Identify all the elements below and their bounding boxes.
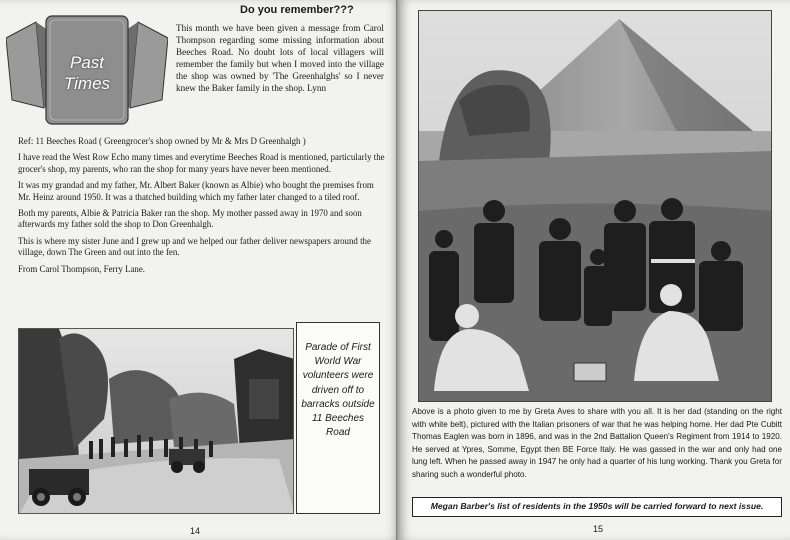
letter-paragraph: Both my parents, Albie & Patricia Baker ran the shop. My mother passed away in 1970 and soon afterwards my father sold the shop to Don Greenhalgh. [18, 208, 362, 230]
intro-text: This month we have been given a message from Carol Thompson regarding some missing information about Beeches Road. No doubt lots of local villagers will remember the family but when I moved into the village the shop was owned by 'The Greenhalghs' so I never knew the Baker family in the shop. Lynn [176, 23, 384, 93]
page-number: 15 [593, 524, 604, 534]
photo-description: Above is a photo given to me by Greta Aves to share with you all. It is her dad (standing on the right with white belt), pictured with the Italian prisoners of war that he was helping home. Her dad Pte Cubitt Thomas Eaglen was born in 1896, and was in the 2nd Battalion Queen's Regiment from 1914 to 1920. He served at Ypres, Somme, Egypt then BE Force Italy. He was gassed in the war and only had one lung left. When he passed away in 1947 he only had a quarter of his lung working. Thank you Greta for sharing such a wonderful photo. [412, 407, 782, 479]
sphinx-group-photo-image [419, 11, 772, 402]
sphinx-group-photo [418, 10, 772, 402]
notice-box: Megan Barber's list of residents in the 1950s will be carried forward to next issue. [412, 497, 782, 517]
right-page [400, 0, 790, 540]
banner-title-line1: Past [69, 53, 105, 72]
letter-paragraph: I have read the West Row Echo many times and everytime Beeches Road is mentioned, particularly the grocer's shop, my parents, who ran the shop for many years have never been mentioned. [18, 152, 385, 174]
parade-photo [18, 328, 294, 514]
letter-reference: Ref: 11 Beeches Road ( Greengrocer's shop owned by Mr & Mrs D Greenhalgh ) [18, 136, 306, 146]
letter-signoff: From Carol Thompson, Ferry Lane. [18, 263, 146, 274]
past-times-banner [6, 8, 168, 126]
parade-photo-image [19, 329, 294, 514]
banner-title [52, 52, 122, 94]
letter-paragraph: It was my grandad and my father, Mr. Albert Baker (known as Albie) who bought the premises from Mr. Heinz around 1950. It was a thatched building which my father later changed to a tiled roof. [18, 180, 374, 202]
banner-title-line2: Times [63, 74, 111, 93]
letter-paragraph: This is where my sister June and I grew up and we helped our father deliver newspapers around the village, down The Green and out into the fen. [18, 235, 371, 258]
photo-caption: Parade of First World War volunteers were driven off to barracks outside 11 Beeches Road [296, 322, 380, 514]
page-heading: Do you remember??? [240, 4, 354, 16]
page-number: 14 [190, 526, 201, 536]
letter-body [18, 136, 386, 280]
